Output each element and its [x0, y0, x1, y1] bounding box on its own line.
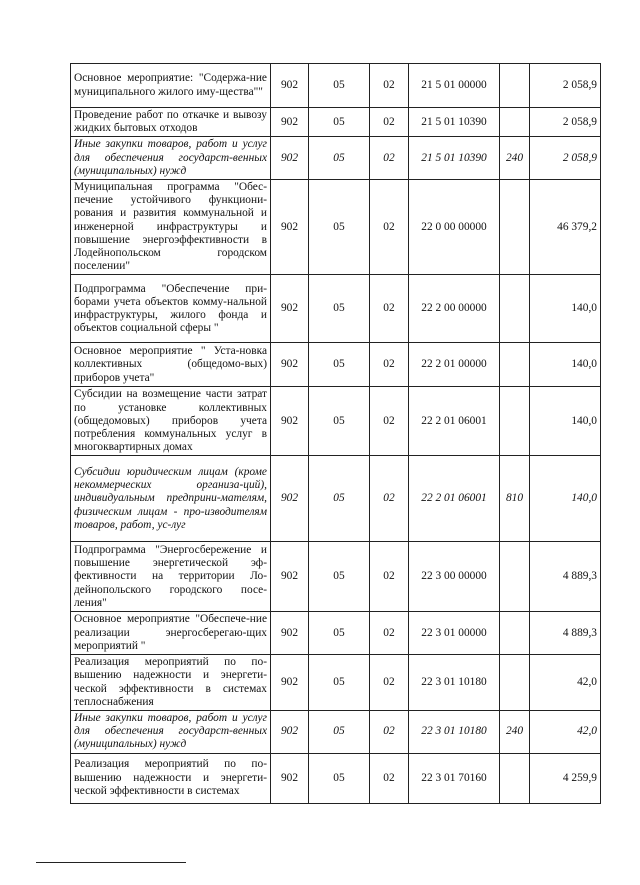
expense-type-code	[500, 753, 530, 803]
row-description: Иные закупки товаров, работ и услуг для обеспечения государст-венных (муниципальных) нужд	[71, 137, 271, 180]
department-code: 902	[271, 542, 309, 612]
amount-value: 42,0	[530, 711, 601, 754]
row-description: Реализация мероприятий по по-вышению надежности и энергети-ческой эффективности в системах	[71, 753, 271, 803]
section-code: 05	[309, 275, 370, 343]
expense-type-code	[500, 387, 530, 456]
subsection-code: 02	[370, 753, 409, 803]
footnote-separator	[36, 862, 186, 863]
table-row	[71, 753, 601, 803]
table-row	[71, 542, 601, 612]
expense-type-code: 240	[500, 137, 530, 180]
row-description: Субсидии на возмещение части затрат по установке коллективных (общедомовых) приборов учета потребления коммунальных услуг в многоквартирных домах	[71, 387, 271, 456]
table-row	[71, 387, 601, 456]
budget-table	[70, 63, 601, 804]
section-code: 05	[309, 542, 370, 612]
target-article-code: 21 5 01 00000	[409, 64, 500, 108]
subsection-code: 02	[370, 456, 409, 542]
amount-value: 4 259,9	[530, 753, 601, 803]
section-code: 05	[309, 180, 370, 275]
department-code: 902	[271, 753, 309, 803]
amount-value: 2 058,9	[530, 64, 601, 108]
table-row	[71, 108, 601, 137]
target-article-code: 21 5 01 10390	[409, 137, 500, 180]
subsection-code: 02	[370, 180, 409, 275]
row-description: Основное мероприятие " Уста-новка коллективных (общедомо-вых) приборов учета"	[71, 343, 271, 387]
amount-value: 140,0	[530, 275, 601, 343]
amount-value: 42,0	[530, 655, 601, 711]
table-row	[71, 180, 601, 275]
amount-value: 4 889,3	[530, 612, 601, 655]
subsection-code: 02	[370, 612, 409, 655]
amount-value: 140,0	[530, 343, 601, 387]
target-article-code: 22 2 01 00000	[409, 343, 500, 387]
section-code: 05	[309, 753, 370, 803]
expense-type-code	[500, 64, 530, 108]
section-code: 05	[309, 64, 370, 108]
department-code: 902	[271, 137, 309, 180]
subsection-code: 02	[370, 387, 409, 456]
row-description: Подпрограмма "Обеспечение при-борами учета объектов комму-нальной инфраструктуры, жилого фонда и объектов социальной сферы "	[71, 275, 271, 343]
expense-type-code	[500, 180, 530, 275]
department-code: 902	[271, 456, 309, 542]
target-article-code: 22 3 01 70160	[409, 753, 500, 803]
target-article-code: 22 2 01 06001	[409, 456, 500, 542]
department-code: 902	[271, 711, 309, 754]
target-article-code: 22 3 01 10180	[409, 655, 500, 711]
amount-value: 2 058,9	[530, 137, 601, 180]
expense-type-code	[500, 612, 530, 655]
target-article-code: 22 2 00 00000	[409, 275, 500, 343]
expense-type-code	[500, 343, 530, 387]
row-description: Муниципальная программа "Обес-печение устойчивого функциони-рования и развития коммунальной и инженерной инфраструктуры и повышение энергоэффективности в Лодейнопольском городском поселении"	[71, 180, 271, 275]
row-description: Реализация мероприятий по по-вышению надежности и энергети-ческой эффективности в системах теплоснабжения	[71, 655, 271, 711]
row-description: Основное мероприятие: "Содержа-ние муниципального жилого иму-щества""	[71, 64, 271, 108]
row-description: Проведение работ по откачке и вывозу жидких бытовых отходов	[71, 108, 271, 137]
subsection-code: 02	[370, 542, 409, 612]
department-code: 902	[271, 64, 309, 108]
row-description: Основное мероприятие "Обеспече-ние реализации энергосберегаю-щих мероприятий "	[71, 612, 271, 655]
row-description: Подпрограмма "Энергосбережение и повышение энергетической эф-фективности на территории Ло-дейнопольского городского посе-ления"	[71, 542, 271, 612]
target-article-code: 22 3 01 00000	[409, 612, 500, 655]
table-row	[71, 456, 601, 542]
row-description: Иные закупки товаров, работ и услуг для обеспечения государст-венных (муниципальных) нужд	[71, 711, 271, 754]
section-code: 05	[309, 137, 370, 180]
subsection-code: 02	[370, 655, 409, 711]
expense-type-code	[500, 108, 530, 137]
table-row	[71, 275, 601, 343]
amount-value: 140,0	[530, 387, 601, 456]
expense-type-code	[500, 655, 530, 711]
section-code: 05	[309, 456, 370, 542]
section-code: 05	[309, 711, 370, 754]
target-article-code: 22 0 00 00000	[409, 180, 500, 275]
section-code: 05	[309, 387, 370, 456]
subsection-code: 02	[370, 108, 409, 137]
expense-type-code: 810	[500, 456, 530, 542]
department-code: 902	[271, 275, 309, 343]
budget-table-body	[71, 64, 601, 804]
subsection-code: 02	[370, 711, 409, 754]
expense-type-code	[500, 275, 530, 343]
expense-type-code	[500, 542, 530, 612]
subsection-code: 02	[370, 275, 409, 343]
subsection-code: 02	[370, 343, 409, 387]
department-code: 902	[271, 612, 309, 655]
table-row	[71, 137, 601, 180]
subsection-code: 02	[370, 137, 409, 180]
amount-value: 2 058,9	[530, 108, 601, 137]
row-description: Субсидии юридическим лицам (кроме некоммерческих организа-ций), индивидуальным предприни-мателям, физическим лицам - про-изводителям товаров, работ, ус-луг	[71, 456, 271, 542]
target-article-code: 21 5 01 10390	[409, 108, 500, 137]
table-row	[71, 655, 601, 711]
table-row	[71, 343, 601, 387]
amount-value: 4 889,3	[530, 542, 601, 612]
department-code: 902	[271, 343, 309, 387]
table-row	[71, 612, 601, 655]
section-code: 05	[309, 655, 370, 711]
target-article-code: 22 2 01 06001	[409, 387, 500, 456]
department-code: 902	[271, 108, 309, 137]
subsection-code: 02	[370, 64, 409, 108]
amount-value: 46 379,2	[530, 180, 601, 275]
target-article-code: 22 3 01 10180	[409, 711, 500, 754]
expense-type-code: 240	[500, 711, 530, 754]
section-code: 05	[309, 612, 370, 655]
table-row	[71, 64, 601, 108]
section-code: 05	[309, 343, 370, 387]
department-code: 902	[271, 655, 309, 711]
amount-value: 140,0	[530, 456, 601, 542]
department-code: 902	[271, 387, 309, 456]
section-code: 05	[309, 108, 370, 137]
department-code: 902	[271, 180, 309, 275]
table-row	[71, 711, 601, 754]
target-article-code: 22 3 00 00000	[409, 542, 500, 612]
